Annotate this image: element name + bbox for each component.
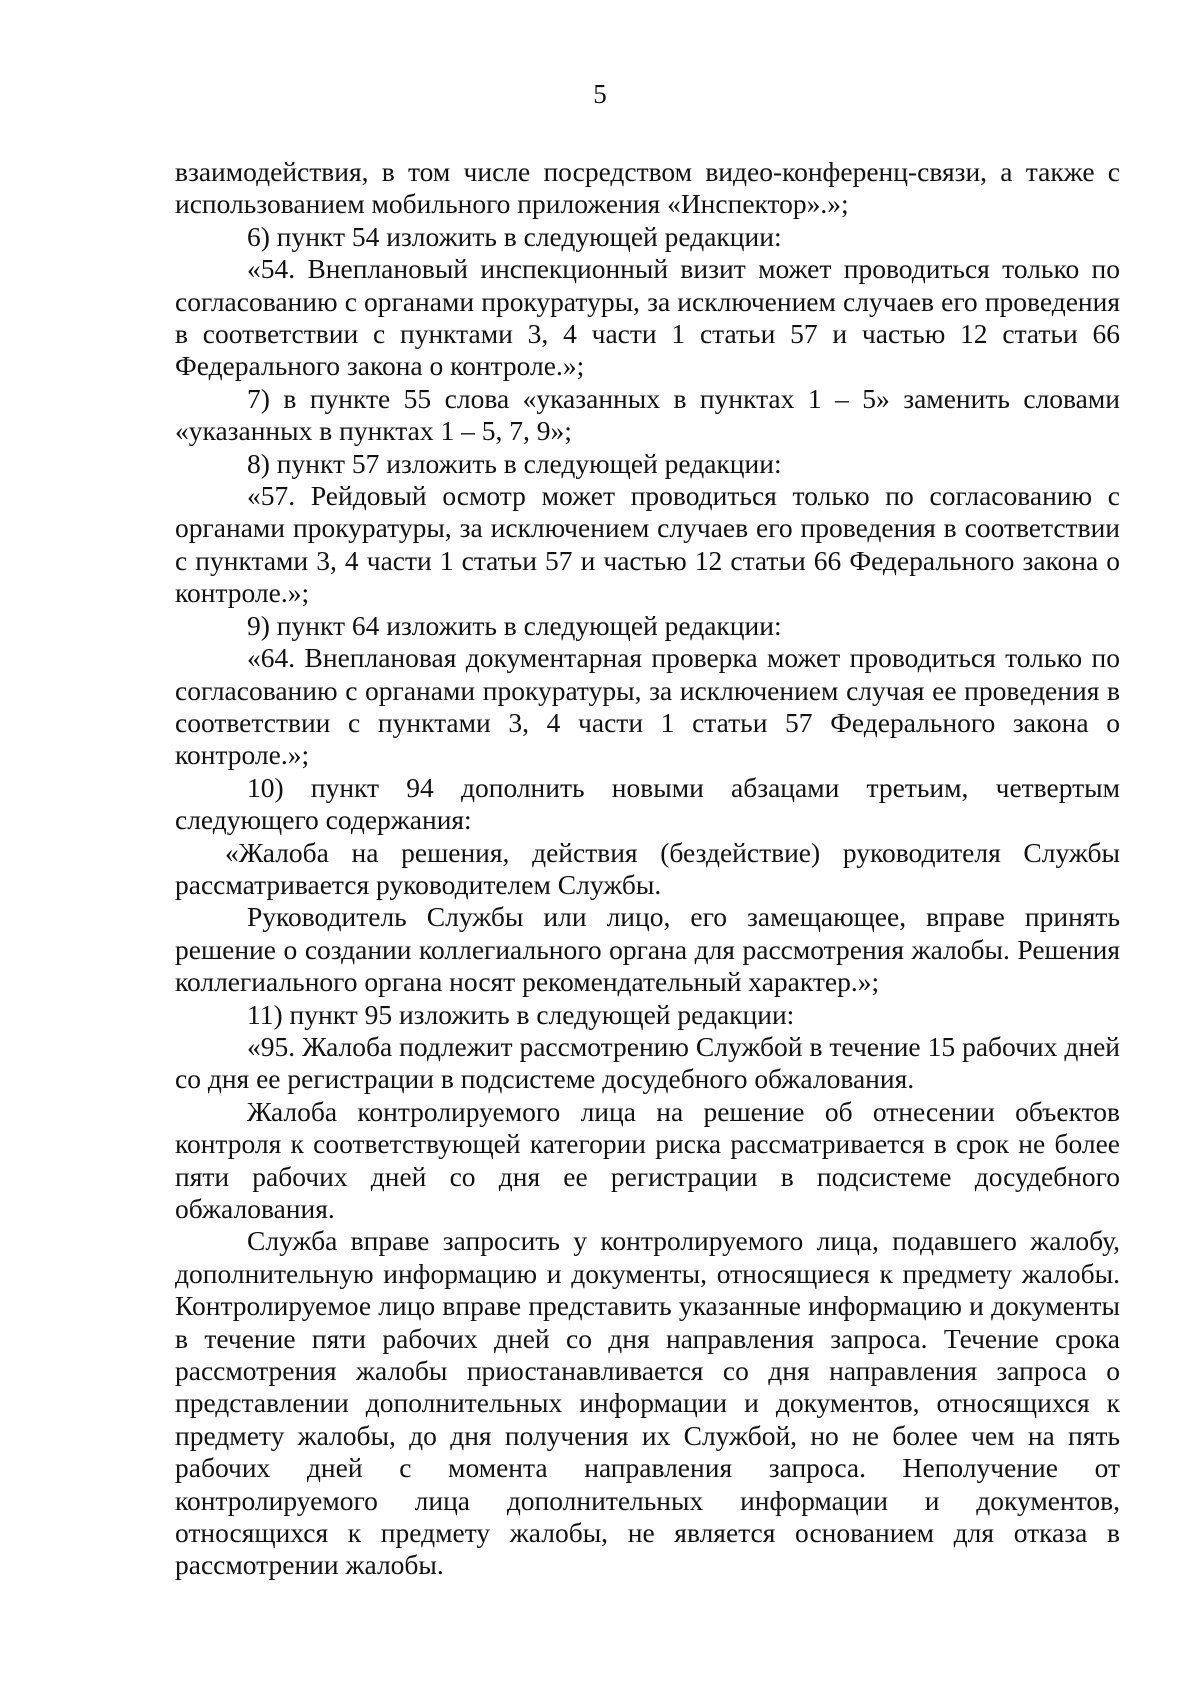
- paragraph-item-10: 10) пункт 94 дополнить новыми абзацами третьим, четвертым следующего содержания:: [175, 771, 1120, 836]
- paragraph-complaint-head: «Жалоба на решения, действия (бездействие) руководителя Службы рассматривается руководителем Службы.: [175, 836, 1120, 900]
- paragraph-item-6: 6) пункт 54 изложить в следующей редакции:: [247, 220, 782, 252]
- paragraph-continuation: взаимодействия, в том числе посредством видео-конференц-связи, а также с использованием мобильного приложения «Инспектор».»;: [175, 156, 1120, 220]
- paragraph-item-9: 9) пункт 64 изложить в следующей редакции:: [247, 609, 782, 641]
- page-number: 5: [593, 79, 607, 109]
- paragraph-item-7: 7) в пункте 55 слова «указанных в пунктах 1 – 5» заменить словами «указанных в пунктах 1 – 5, 7, 9»;: [175, 382, 1120, 447]
- paragraph-risk-category: Жалоба контролируемого лица на решение об отнесении объектов контроля к соответствующей категории риска рассматривается в срок не более пяти рабочих дней со дня ее регистрации в подсистеме досудебного обжалования.: [175, 1095, 1120, 1224]
- paragraph-item-11: 11) пункт 95 изложить в следующей редакции:: [247, 998, 795, 1030]
- paragraph-clause-64: «64. Внеплановая документарная проверка может проводиться только по согласованию с органами прокуратуры, за исключением случая ее проведения в соответствии с пунктами 3, 4 части 1 статьи 57 Федерального закона о контроле.»;: [175, 642, 1120, 771]
- paragraph-clause-57: «57. Рейдовый осмотр может проводиться только по согласованию с органами прокуратуры, за исключением случаев его проведения в соответствии с пунктами 3, 4 части 1 статьи 57 и частью 12 статьи 66 Федерального закона о контроле.»;: [175, 480, 1120, 609]
- paragraph-item-8: 8) пункт 57 изложить в следующей редакции:: [247, 447, 782, 479]
- paragraph-collegial-body: Руководитель Службы или лицо, его замещающее, вправе принять решение о создании коллегиального органа для рассмотрения жалобы. Решения коллегиального органа носят рекомендательный характер.»;: [175, 901, 1120, 998]
- paragraph-clause-54: «54. Внеплановый инспекционный визит может проводиться только по согласованию с органами прокуратуры, за исключением случаев его проведения в соответствии с пунктами 3, 4 части 1 статьи 57 и частью 12 статьи 66 Федерального закона о контроле.»;: [175, 253, 1120, 382]
- paragraph-clause-95: «95. Жалоба подлежит рассмотрению Службой в течение 15 рабочих дней со дня ее регистрации в подсистеме досудебного обжалования.: [175, 1030, 1120, 1095]
- document-body: [175, 156, 1120, 1582]
- paragraph-additional-info: Служба вправе запросить у контролируемого лица, подавшего жалобу, дополнительную информацию и документы, относящиеся к предмету жалобы. Контролируемое лицо вправе представить указанные информацию и документы в течение пяти рабочих дней со дня направления запроса. Течение срока рассмотрения жалобы приостанавливается со дня направления запроса о представлении дополнительных информации и документов, относящихся к предмету жалобы, до дня получения их Службой, но не более чем на пять рабочих дней с момента направления запроса. Неполучение от контролируемого лица дополнительных информации и документов, относящихся к предмету жалобы, не является основанием для отказа в рассмотрении жалобы.: [175, 1225, 1120, 1581]
